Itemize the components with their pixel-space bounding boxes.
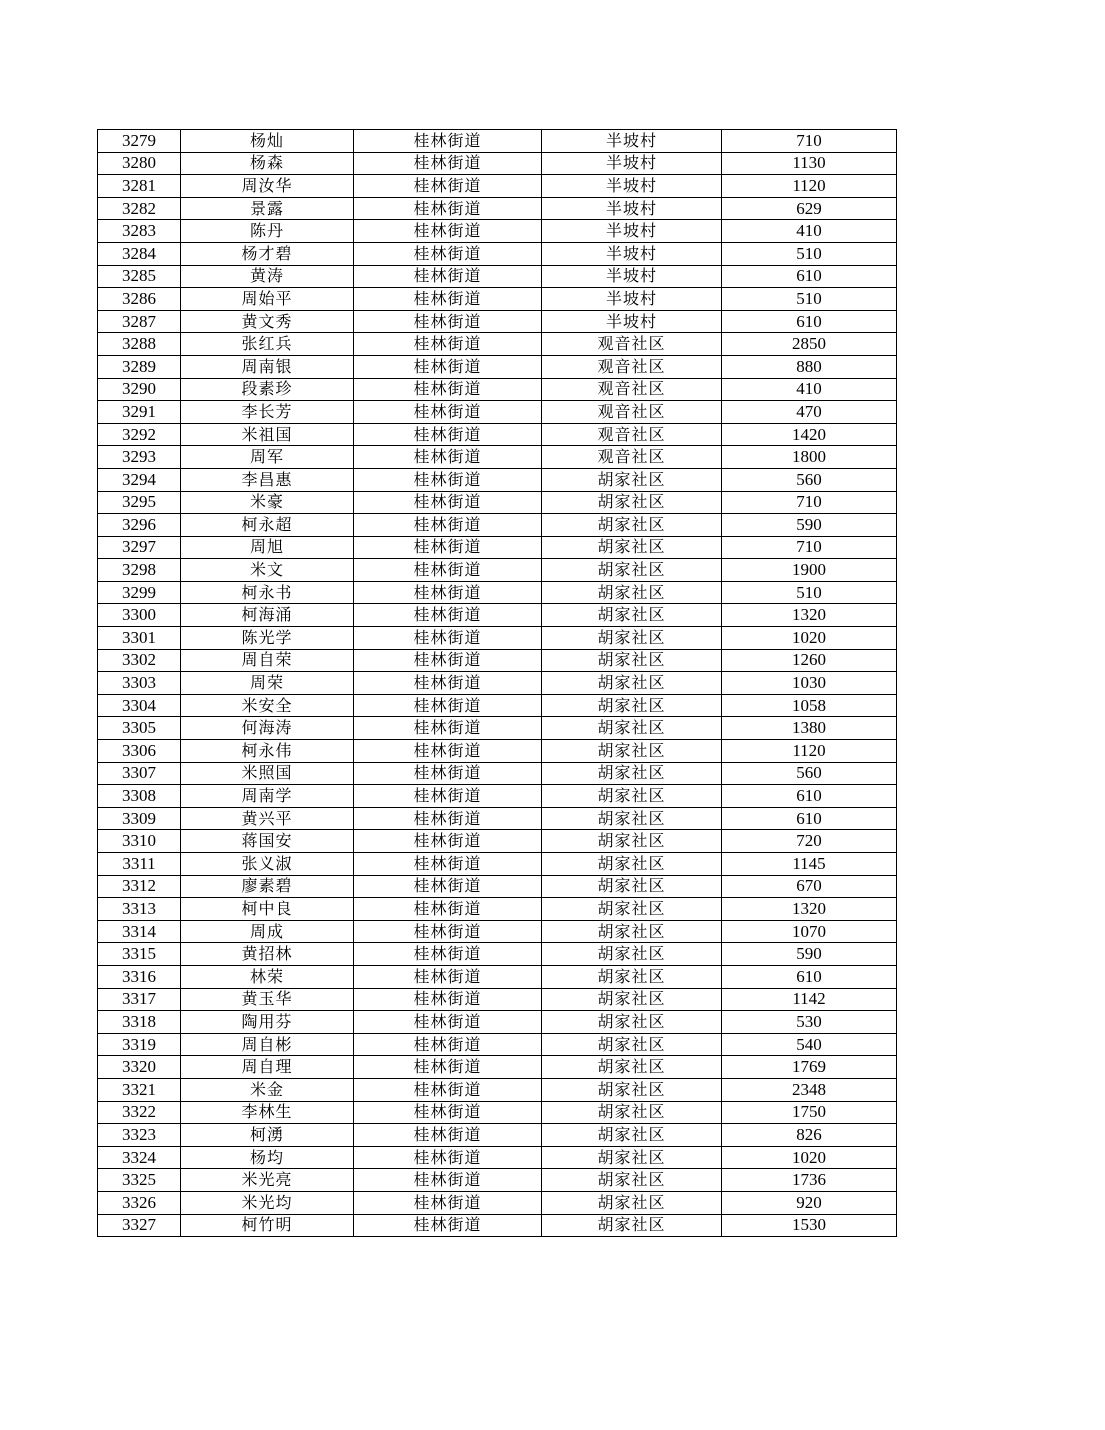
table-row [98,1056,897,1079]
name-cell: 李昌惠 [181,468,354,491]
table-row [98,604,897,627]
row-number-cell: 3300 [98,604,181,627]
community-cell: 观音社区 [542,446,722,469]
street-cell: 桂林街道 [354,423,542,446]
street-cell: 桂林街道 [354,1011,542,1034]
street-cell: 桂林街道 [354,378,542,401]
name-cell: 周成 [181,920,354,943]
name-cell: 柯海涌 [181,604,354,627]
row-number-cell: 3309 [98,807,181,830]
row-number-cell: 3310 [98,830,181,853]
community-cell: 胡家社区 [542,581,722,604]
community-cell: 胡家社区 [542,559,722,582]
amount-cell: 1736 [722,1169,897,1192]
name-cell: 周自彬 [181,1033,354,1056]
community-cell: 观音社区 [542,355,722,378]
row-number-cell: 3305 [98,717,181,740]
table-row [98,965,897,988]
row-number-cell: 3322 [98,1101,181,1124]
amount-cell: 590 [722,514,897,537]
community-cell: 半坡村 [542,242,722,265]
street-cell: 桂林街道 [354,581,542,604]
table-row [98,581,897,604]
row-number-cell: 3326 [98,1191,181,1214]
row-number-cell: 3320 [98,1056,181,1079]
community-cell: 胡家社区 [542,853,722,876]
name-cell: 李林生 [181,1101,354,1124]
community-cell: 半坡村 [542,175,722,198]
row-number-cell: 3279 [98,130,181,153]
row-number-cell: 3302 [98,649,181,672]
name-cell: 杨灿 [181,130,354,153]
community-cell: 半坡村 [542,152,722,175]
amount-cell: 1142 [722,988,897,1011]
street-cell: 桂林街道 [354,1101,542,1124]
table-row [98,875,897,898]
street-cell: 桂林街道 [354,130,542,153]
name-cell: 蒋国安 [181,830,354,853]
name-cell: 柯永书 [181,581,354,604]
table-row [98,514,897,537]
street-cell: 桂林街道 [354,649,542,672]
table-row [98,220,897,243]
amount-cell: 1380 [722,717,897,740]
community-cell: 胡家社区 [542,875,722,898]
name-cell: 周自荣 [181,649,354,672]
row-number-cell: 3321 [98,1078,181,1101]
street-cell: 桂林街道 [354,943,542,966]
street-cell: 桂林街道 [354,1078,542,1101]
name-cell: 柯中良 [181,898,354,921]
row-number-cell: 3282 [98,197,181,220]
street-cell: 桂林街道 [354,265,542,288]
street-cell: 桂林街道 [354,514,542,537]
table-row [98,694,897,717]
amount-cell: 1130 [722,152,897,175]
community-cell: 胡家社区 [542,649,722,672]
name-cell: 米照国 [181,762,354,785]
row-number-cell: 3313 [98,898,181,921]
street-cell: 桂林街道 [354,355,542,378]
row-number-cell: 3287 [98,310,181,333]
row-number-cell: 3295 [98,491,181,514]
street-cell: 桂林街道 [354,785,542,808]
name-cell: 李长芳 [181,401,354,424]
street-cell: 桂林街道 [354,1033,542,1056]
name-cell: 米文 [181,559,354,582]
community-cell: 胡家社区 [542,1146,722,1169]
amount-cell: 1030 [722,672,897,695]
community-cell: 胡家社区 [542,536,722,559]
name-cell: 周荣 [181,672,354,695]
amount-cell: 410 [722,378,897,401]
street-cell: 桂林街道 [354,988,542,1011]
table-row [98,988,897,1011]
amount-cell: 1120 [722,740,897,763]
table-row [98,920,897,943]
name-cell: 廖素碧 [181,875,354,898]
row-number-cell: 3308 [98,785,181,808]
street-cell: 桂林街道 [354,853,542,876]
community-cell: 胡家社区 [542,1191,722,1214]
community-cell: 胡家社区 [542,807,722,830]
row-number-cell: 3324 [98,1146,181,1169]
community-cell: 观音社区 [542,401,722,424]
community-cell: 半坡村 [542,220,722,243]
table-row [98,649,897,672]
table-row [98,672,897,695]
amount-cell: 1750 [722,1101,897,1124]
table-row [98,762,897,785]
community-cell: 半坡村 [542,197,722,220]
table-row [98,807,897,830]
name-cell: 米金 [181,1078,354,1101]
street-cell: 桂林街道 [354,401,542,424]
street-cell: 桂林街道 [354,1191,542,1214]
amount-cell: 560 [722,762,897,785]
name-cell: 周南学 [181,785,354,808]
row-number-cell: 3297 [98,536,181,559]
table-row [98,333,897,356]
community-cell: 胡家社区 [542,694,722,717]
street-cell: 桂林街道 [354,446,542,469]
row-number-cell: 3325 [98,1169,181,1192]
amount-cell: 826 [722,1124,897,1147]
name-cell: 杨森 [181,152,354,175]
table-row [98,491,897,514]
amount-cell: 1900 [722,559,897,582]
table-row [98,378,897,401]
table-row [98,627,897,650]
community-cell: 胡家社区 [542,491,722,514]
street-cell: 桂林街道 [354,175,542,198]
street-cell: 桂林街道 [354,1146,542,1169]
name-cell: 周汝华 [181,175,354,198]
table-row [98,559,897,582]
street-cell: 桂林街道 [354,694,542,717]
amount-cell: 2850 [722,333,897,356]
amount-cell: 1800 [722,446,897,469]
amount-cell: 610 [722,310,897,333]
amount-cell: 610 [722,785,897,808]
table-row [98,898,897,921]
name-cell: 柯永伟 [181,740,354,763]
name-cell: 景露 [181,197,354,220]
row-number-cell: 3283 [98,220,181,243]
table-row [98,468,897,491]
community-cell: 胡家社区 [542,943,722,966]
street-cell: 桂林街道 [354,1124,542,1147]
row-number-cell: 3288 [98,333,181,356]
community-cell: 胡家社区 [542,830,722,853]
community-cell: 胡家社区 [542,1169,722,1192]
street-cell: 桂林街道 [354,152,542,175]
row-number-cell: 3299 [98,581,181,604]
amount-cell: 1320 [722,604,897,627]
amount-cell: 1058 [722,694,897,717]
table-row [98,1078,897,1101]
street-cell: 桂林街道 [354,468,542,491]
row-number-cell: 3280 [98,152,181,175]
table-row [98,740,897,763]
community-cell: 胡家社区 [542,988,722,1011]
name-cell: 米豪 [181,491,354,514]
table-row [98,310,897,333]
amount-cell: 1120 [722,175,897,198]
amount-cell: 710 [722,130,897,153]
roster-table-body [98,130,897,1237]
community-cell: 胡家社区 [542,1056,722,1079]
table-row [98,1011,897,1034]
name-cell: 杨均 [181,1146,354,1169]
name-cell: 何海涛 [181,717,354,740]
community-cell: 观音社区 [542,423,722,446]
street-cell: 桂林街道 [354,1056,542,1079]
table-row [98,1146,897,1169]
community-cell: 胡家社区 [542,1101,722,1124]
name-cell: 黄文秀 [181,310,354,333]
community-cell: 观音社区 [542,378,722,401]
table-row [98,536,897,559]
row-number-cell: 3312 [98,875,181,898]
name-cell: 米祖国 [181,423,354,446]
community-cell: 胡家社区 [542,965,722,988]
amount-cell: 2348 [722,1078,897,1101]
table-row [98,355,897,378]
street-cell: 桂林街道 [354,220,542,243]
amount-cell: 880 [722,355,897,378]
amount-cell: 470 [722,401,897,424]
community-cell: 观音社区 [542,333,722,356]
community-cell: 胡家社区 [542,740,722,763]
amount-cell: 560 [722,468,897,491]
community-cell: 半坡村 [542,310,722,333]
community-cell: 胡家社区 [542,762,722,785]
community-cell: 胡家社区 [542,717,722,740]
street-cell: 桂林街道 [354,197,542,220]
table-row [98,130,897,153]
name-cell: 陈光学 [181,627,354,650]
table-row [98,288,897,311]
row-number-cell: 3306 [98,740,181,763]
row-number-cell: 3284 [98,242,181,265]
street-cell: 桂林街道 [354,242,542,265]
street-cell: 桂林街道 [354,965,542,988]
street-cell: 桂林街道 [354,1169,542,1192]
amount-cell: 610 [722,807,897,830]
amount-cell: 530 [722,1011,897,1034]
community-cell: 胡家社区 [542,898,722,921]
name-cell: 米光亮 [181,1169,354,1192]
street-cell: 桂林街道 [354,875,542,898]
street-cell: 桂林街道 [354,920,542,943]
amount-cell: 1260 [722,649,897,672]
name-cell: 周自理 [181,1056,354,1079]
table-row [98,830,897,853]
amount-cell: 1320 [722,898,897,921]
name-cell: 陶用芬 [181,1011,354,1034]
row-number-cell: 3317 [98,988,181,1011]
amount-cell: 720 [722,830,897,853]
street-cell: 桂林街道 [354,604,542,627]
table-row [98,943,897,966]
row-number-cell: 3286 [98,288,181,311]
community-cell: 胡家社区 [542,1033,722,1056]
row-number-cell: 3293 [98,446,181,469]
row-number-cell: 3291 [98,401,181,424]
table-row [98,1191,897,1214]
table-row [98,401,897,424]
street-cell: 桂林街道 [354,1214,542,1237]
table-row [98,1101,897,1124]
row-number-cell: 3316 [98,965,181,988]
table-row [98,152,897,175]
row-number-cell: 3307 [98,762,181,785]
street-cell: 桂林街道 [354,310,542,333]
table-row [98,785,897,808]
roster-table [97,129,897,1237]
name-cell: 张红兵 [181,333,354,356]
row-number-cell: 3292 [98,423,181,446]
name-cell: 黄涛 [181,265,354,288]
name-cell: 黄招林 [181,943,354,966]
community-cell: 胡家社区 [542,514,722,537]
street-cell: 桂林街道 [354,333,542,356]
community-cell: 胡家社区 [542,1078,722,1101]
table-row [98,1124,897,1147]
row-number-cell: 3311 [98,853,181,876]
street-cell: 桂林街道 [354,898,542,921]
row-number-cell: 3289 [98,355,181,378]
street-cell: 桂林街道 [354,491,542,514]
name-cell: 林荣 [181,965,354,988]
table-row [98,265,897,288]
row-number-cell: 3318 [98,1011,181,1034]
community-cell: 胡家社区 [542,1214,722,1237]
name-cell: 张义淑 [181,853,354,876]
community-cell: 胡家社区 [542,604,722,627]
name-cell: 周旭 [181,536,354,559]
community-cell: 胡家社区 [542,1124,722,1147]
row-number-cell: 3304 [98,694,181,717]
amount-cell: 540 [722,1033,897,1056]
amount-cell: 1420 [722,423,897,446]
table-row [98,423,897,446]
name-cell: 柯永超 [181,514,354,537]
row-number-cell: 3327 [98,1214,181,1237]
street-cell: 桂林街道 [354,830,542,853]
community-cell: 胡家社区 [542,627,722,650]
amount-cell: 670 [722,875,897,898]
amount-cell: 410 [722,220,897,243]
table-row [98,242,897,265]
table-row [98,1169,897,1192]
row-number-cell: 3296 [98,514,181,537]
row-number-cell: 3303 [98,672,181,695]
community-cell: 半坡村 [542,130,722,153]
amount-cell: 510 [722,242,897,265]
amount-cell: 610 [722,265,897,288]
amount-cell: 710 [722,491,897,514]
name-cell: 周始平 [181,288,354,311]
amount-cell: 1145 [722,853,897,876]
street-cell: 桂林街道 [354,627,542,650]
amount-cell: 1530 [722,1214,897,1237]
name-cell: 柯湧 [181,1124,354,1147]
name-cell: 陈丹 [181,220,354,243]
name-cell: 黄玉华 [181,988,354,1011]
row-number-cell: 3301 [98,627,181,650]
amount-cell: 1769 [722,1056,897,1079]
community-cell: 半坡村 [542,265,722,288]
community-cell: 胡家社区 [542,920,722,943]
amount-cell: 510 [722,288,897,311]
row-number-cell: 3294 [98,468,181,491]
amount-cell: 510 [722,581,897,604]
community-cell: 胡家社区 [542,1011,722,1034]
street-cell: 桂林街道 [354,762,542,785]
community-cell: 胡家社区 [542,785,722,808]
table-row [98,175,897,198]
row-number-cell: 3323 [98,1124,181,1147]
name-cell: 段素珍 [181,378,354,401]
street-cell: 桂林街道 [354,672,542,695]
row-number-cell: 3285 [98,265,181,288]
row-number-cell: 3281 [98,175,181,198]
name-cell: 杨才碧 [181,242,354,265]
street-cell: 桂林街道 [354,740,542,763]
community-cell: 胡家社区 [542,672,722,695]
table-row [98,717,897,740]
name-cell: 米安全 [181,694,354,717]
street-cell: 桂林街道 [354,807,542,830]
row-number-cell: 3298 [98,559,181,582]
row-number-cell: 3290 [98,378,181,401]
name-cell: 黄兴平 [181,807,354,830]
row-number-cell: 3315 [98,943,181,966]
amount-cell: 710 [722,536,897,559]
amount-cell: 1070 [722,920,897,943]
amount-cell: 629 [722,197,897,220]
street-cell: 桂林街道 [354,717,542,740]
community-cell: 半坡村 [542,288,722,311]
name-cell: 周军 [181,446,354,469]
name-cell: 周南银 [181,355,354,378]
amount-cell: 590 [722,943,897,966]
table-row [98,197,897,220]
community-cell: 胡家社区 [542,468,722,491]
amount-cell: 610 [722,965,897,988]
name-cell: 米光均 [181,1191,354,1214]
table-row [98,853,897,876]
street-cell: 桂林街道 [354,559,542,582]
table-row [98,1033,897,1056]
street-cell: 桂林街道 [354,288,542,311]
row-number-cell: 3319 [98,1033,181,1056]
amount-cell: 920 [722,1191,897,1214]
table-row [98,1214,897,1237]
name-cell: 柯竹明 [181,1214,354,1237]
amount-cell: 1020 [722,627,897,650]
table-row [98,446,897,469]
row-number-cell: 3314 [98,920,181,943]
street-cell: 桂林街道 [354,536,542,559]
amount-cell: 1020 [722,1146,897,1169]
